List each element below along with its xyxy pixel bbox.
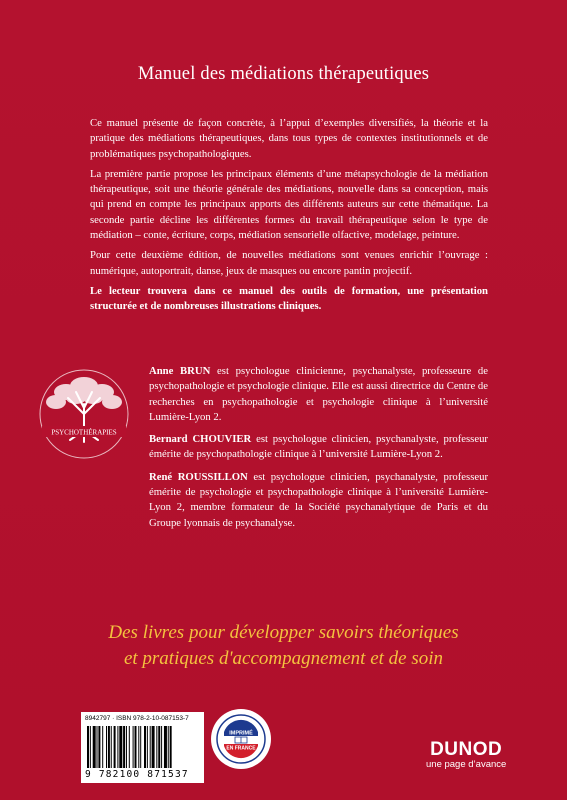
en-france-label: EN FRANCE: [226, 745, 256, 752]
author-name: René ROUSSILLON: [149, 470, 248, 483]
barcode: [81, 712, 204, 783]
barcode-bars: [87, 726, 198, 768]
author-bio: [149, 432, 488, 463]
book-title: Manuel des médiations thérapeutiques: [137, 64, 430, 84]
imprime-label: IMPRIMÉ: [229, 730, 253, 737]
summary: [90, 116, 488, 320]
author-description: est psychologue clinicien, psychanalyste, professeur émérite de psychologie et psychopathologie clinique à l’université Lumière-Lyon 2, membre formateur de la Société psychanalytique de Paris et du Groupe lyonnais de psychanalyse.: [149, 470, 489, 529]
barcode-number: 9 782100 871537: [85, 769, 189, 780]
publisher-logo: [426, 739, 506, 770]
summary-paragraph: Ce manuel présente de façon concrète, à l’appui d’exemples diversifiés, la théorie et la pratique des médiations thérapeutiques, dans tous types de contextes institutionnels et de problématiques psychopathologiques.: [90, 117, 488, 160]
psychotherapies-tree-logo: [36, 368, 132, 466]
series-label: PSYCHOTHÉRAPIES: [51, 428, 117, 437]
author-description: est psychologue clinicienne, psychanalyste, professeure de psychopathologie et psychologie clinique. Elle est aussi directrice du Centre de recherches en psychopathologie et psychologie clinique à l’université Lumière-Lyon 2.: [149, 365, 488, 423]
summary-paragraph: Pour cette deuxième édition, de nouvelles médiations sont venues enrichir l’ouvrage : numérique, autoportrait, danse, jeux de masques ou encore pantin projectif.: [90, 249, 488, 277]
publisher-tagline: une page d’avance: [426, 759, 507, 770]
tagline-line: Des livres pour développer savoirs théoriques: [108, 622, 459, 643]
publisher-name: DUNOD: [430, 739, 503, 760]
author-description: est psychologue clinicien, psychanalyste, professeur émérite de psychopathologie clinique à l’université Lumière-Lyon 2.: [149, 433, 488, 461]
author-bio: [149, 470, 488, 531]
series-tagline: [0, 620, 567, 672]
author-name: Bernard CHOUVIER: [149, 433, 252, 446]
author-bio: [149, 364, 488, 425]
tagline-line: et pratiques d'accompagnement et de soin: [123, 648, 444, 669]
imprime-en-france-badge: [210, 708, 272, 770]
summary-highlight: Le lecteur trouvera dans ce manuel des outils de formation, une présentation structurée et de nombreuses illustrations cliniques.: [90, 284, 488, 313]
authors: [149, 364, 488, 538]
summary-paragraph: La première partie propose les principaux éléments d’une métapsychologie de la médiation thérapeutique, soit une théorie générale des médiations, nouvelle dans sa conception, mais qui prend en compte les principaux apports des différents auteurs sur cette thématique. La seconde partie décline les différentes formes du travail thérapeutique selon le type de médiation – conte, écriture, corps, médiation sensorielle olfactive, modelage, peinture.: [90, 167, 488, 242]
author-name: Anne BRUN: [149, 365, 211, 377]
isbn-label: 8942797 · ISBN 978-2-10-087153-7: [85, 715, 189, 722]
